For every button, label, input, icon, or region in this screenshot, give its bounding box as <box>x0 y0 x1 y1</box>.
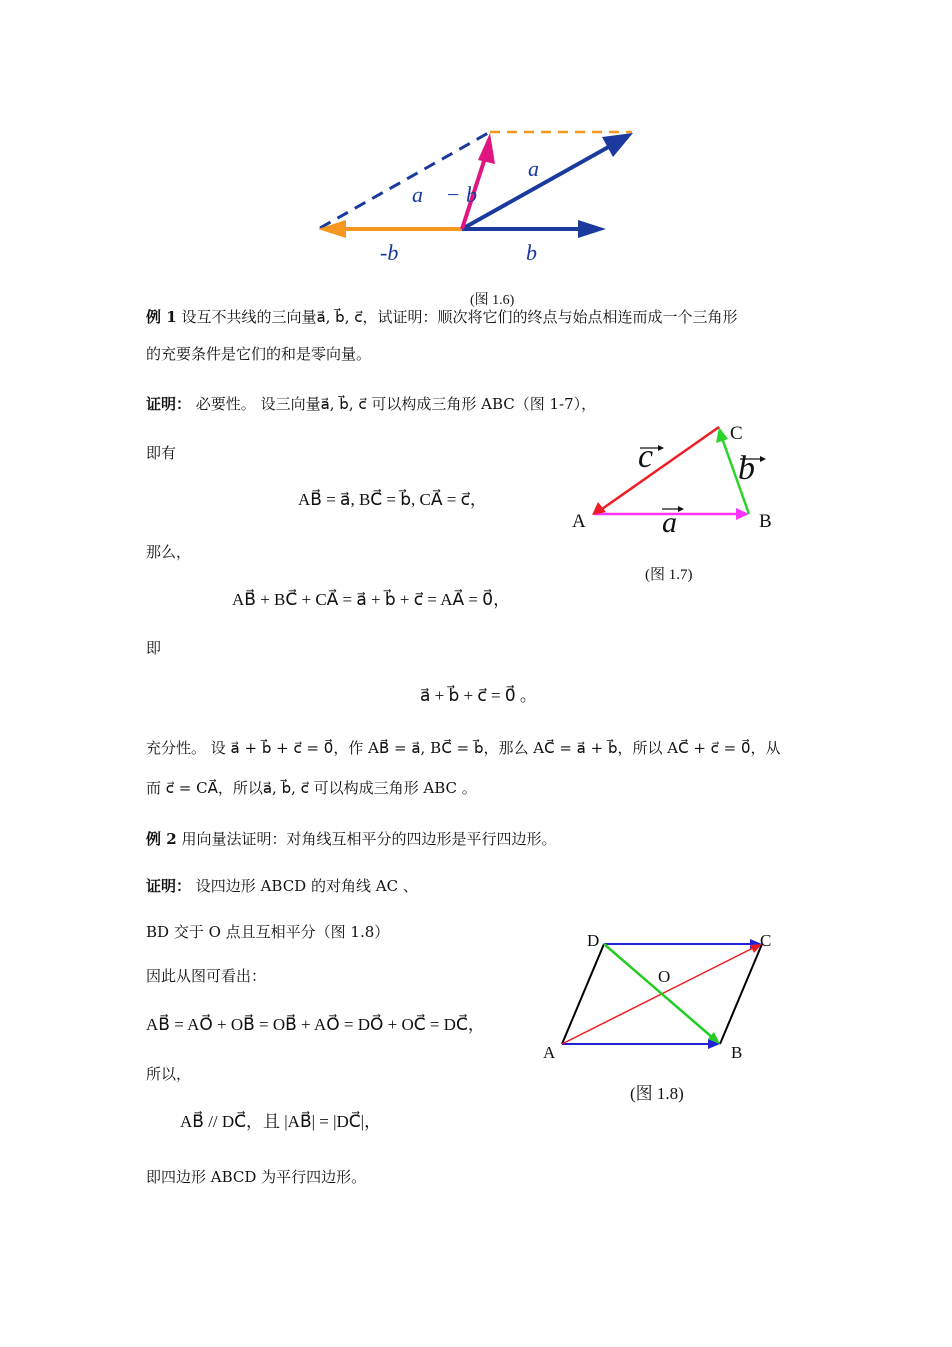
ex1-eq2: AB⃗ + BC⃗ + CA⃗ = a⃗ + b⃗ + c⃗ = AA⃗ = 0⃗， <box>232 590 511 609</box>
ex2-eq1: AB⃗ = AO⃗ + OB⃗ = OB⃗ + AO⃗ = DO⃗ + OC⃗ = DC⃗， <box>146 1015 485 1034</box>
fig17-label-b: b <box>738 450 755 487</box>
ex2-proof-line2: BD 交于 O 点且互相平分（图 1.8） <box>146 923 390 941</box>
ex1-eq1: AB⃗ = a⃗, BC⃗ = b⃗, CA⃗ = c⃗， <box>298 490 487 509</box>
ex1-line1: 设互不共线的三向量a⃗, b⃗, c⃗，试证明：顺次将它们的终点与始点相连而成一个三角形 <box>181 308 738 326</box>
fig17-label-B: B <box>759 511 772 532</box>
ex1-jiyou: 即有 <box>146 444 177 462</box>
ex1-proof-label: 证明： <box>146 395 192 413</box>
fig17-label-A: A <box>572 511 586 532</box>
fig18-label-O: O <box>658 967 671 986</box>
ex2-suoyi: 所以， <box>146 1065 192 1083</box>
fig18-caption: (图 1.8) <box>630 1084 684 1103</box>
fig17-label-C: C <box>730 423 743 444</box>
ex2-seen: 因此从图可看出： <box>146 967 267 985</box>
ex1-suff2: 而 c⃗ = CA⃗，所以a⃗, b⃗, c⃗ 可以构成三角形 ABC 。 <box>146 779 477 797</box>
ex2-proof-label: 证明： <box>146 877 192 895</box>
ex2-title: 例 2 <box>146 830 177 848</box>
fig18-label-C: C <box>760 931 772 950</box>
fig18-diagonal-DB <box>604 944 713 1038</box>
fig18-label-A: A <box>543 1043 556 1062</box>
ex1-suff1: 充分性。 设 a⃗ + b⃗ + c⃗ = 0⃗，作 AB⃗ = a⃗, BC⃗ = b⃗，那么 AC⃗ = a⃗ + b⃗，所以 AC⃗ + c⃗ = 0⃗，从 <box>146 739 781 757</box>
fig16-label-amb: a⃗ − b⃗ <box>412 182 495 207</box>
fig18-side-AD <box>562 944 604 1044</box>
fig16-label-b: b⃗ <box>526 240 555 265</box>
ex2-eq2: AB⃗ // DC⃗，且 |AB⃗| = |DC⃗|， <box>180 1112 382 1131</box>
fig17-caption: (图 1.7) <box>645 567 693 583</box>
fig18-label-D: D <box>587 931 600 950</box>
ex2-conclusion: 即四边形 ABCD 为平行四边形。 <box>146 1168 367 1186</box>
fig18-label-B: B <box>731 1043 743 1062</box>
fig17-label-c: c <box>638 438 654 475</box>
ex1-name: 那么， <box>146 543 192 561</box>
ex1-line2: 的充要条件是它们的和是零向量。 <box>146 345 372 363</box>
ex1-ji: 即 <box>146 639 162 657</box>
fig16-label-a: a⃗ <box>528 156 557 181</box>
fig18-side-BC <box>720 944 762 1044</box>
ex2-proof-text1: 设四边形 ABCD 的对角线 AC 、 <box>195 877 418 895</box>
fig17-label-a: a <box>662 506 677 539</box>
ex1-eq3: a⃗ + b⃗ + c⃗ = 0⃗ 。 <box>420 686 537 705</box>
fig16-label-negb: -b⃗ <box>380 240 416 265</box>
ex1-proof-text: 必要性。 设三向量a⃗, b⃗, c⃗ 可以构成三角形 ABC（图 1-7）， <box>195 395 597 413</box>
fig16-caption: (图 1.6) <box>470 293 515 308</box>
ex2-statement-text: 用向量法证明：对角线互相平分的四边形是平行四边形。 <box>181 830 557 848</box>
ex1-title: 例 1 <box>146 308 177 326</box>
